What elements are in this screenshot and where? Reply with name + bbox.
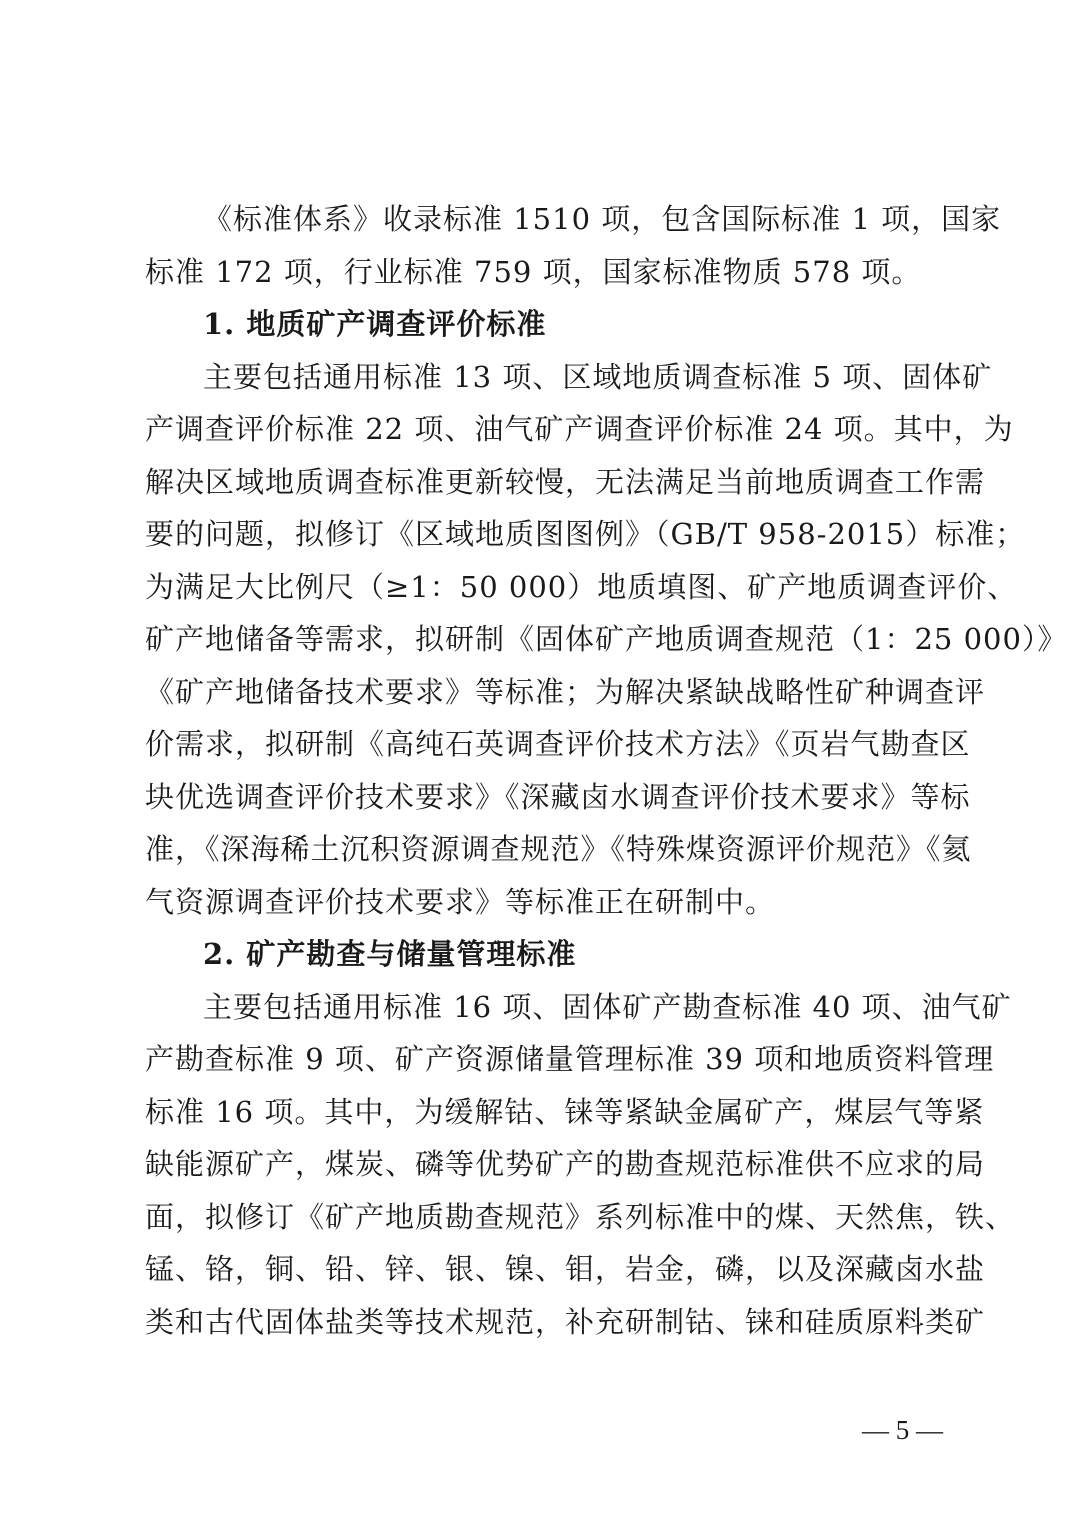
paragraph-line: 面，拟修订《矿产地质勘查规范》系列标准中的煤、天然焦，铁、 <box>145 1199 1016 1234</box>
paragraph-line: 标准 172 项，行业标准 759 项，国家标准物质 578 项。 <box>145 254 922 289</box>
paragraph-line: 《矿产地储备技术要求》等标准；为解决紧缺战略性矿种调查评 <box>145 674 986 709</box>
paragraph-line: 产勘查标准 9 项、矿产资源储量管理标准 39 项和地质资料管理 <box>145 1042 995 1076</box>
paragraph-line: 锰、铬，铜、铅、锌、银、镍、钼，岩金，磷，以及深藏卤水盐 <box>145 1252 986 1286</box>
paragraph-line: 气资源调查评价技术要求》等标准正在研制中。 <box>145 884 776 919</box>
paragraph-line: 缺能源矿产，煤炭、磷等优势矿产的勘查规范标准供不应求的局 <box>145 1147 986 1181</box>
paragraph-line: 矿产地储备等需求，拟研制《固体矿产地质调查规范（1：25 000）》 <box>145 622 1068 656</box>
paragraph-line: 准，《深海稀土沉积资源调查规范》《特殊煤资源评价规范》《氦 <box>145 832 972 866</box>
paragraph-line: 产调查评价标准 22 项、油气矿产调查评价标准 24 项。其中，为 <box>145 412 1014 446</box>
section-heading-2: 2. 矿产勘查与储量管理标准 <box>203 937 577 971</box>
paragraph-line: 类和古代固体盐类等技术规范，补充研制钴、铼和硅质原料类矿 <box>145 1304 986 1339</box>
paragraph-line: 块优选调查评价技术要求》《深藏卤水调查评价技术要求》等标 <box>145 779 971 814</box>
paragraph-line: 主要包括通用标准 16 项、固体矿产勘查标准 40 项、油气矿 <box>203 989 1012 1024</box>
document-body <box>145 193 1068 1348</box>
section-heading-1: 1. 地质矿产调查评价标准 <box>203 307 547 341</box>
paragraph-line: 解决区域地质调查标准更新较慢，无法满足当前地质调查工作需 <box>145 464 986 499</box>
paragraph-line: 标准 16 项。其中，为缓解钴、铼等紧缺金属矿产，煤层气等紧 <box>145 1094 985 1129</box>
paragraph-line: 《标准体系》收录标准 1510 项，包含国际标准 1 项，国家 <box>203 202 1002 236</box>
paragraph-line: 价需求，拟研制《高纯石英调查评价技术方法》《页岩气勘查区 <box>145 727 971 761</box>
paragraph-line: 为满足大比例尺（≥1：50 000）地质填图、矿产地质调查评价、 <box>145 569 1018 604</box>
page-number: — 5 — <box>862 1415 943 1445</box>
paragraph-line: 要的问题，拟修订《区域地质图图例》（GB/T 958-2015）标准； <box>145 517 1026 551</box>
paragraph-line: 主要包括通用标准 13 项、区域地质调查标准 5 项、固体矿 <box>203 359 993 394</box>
